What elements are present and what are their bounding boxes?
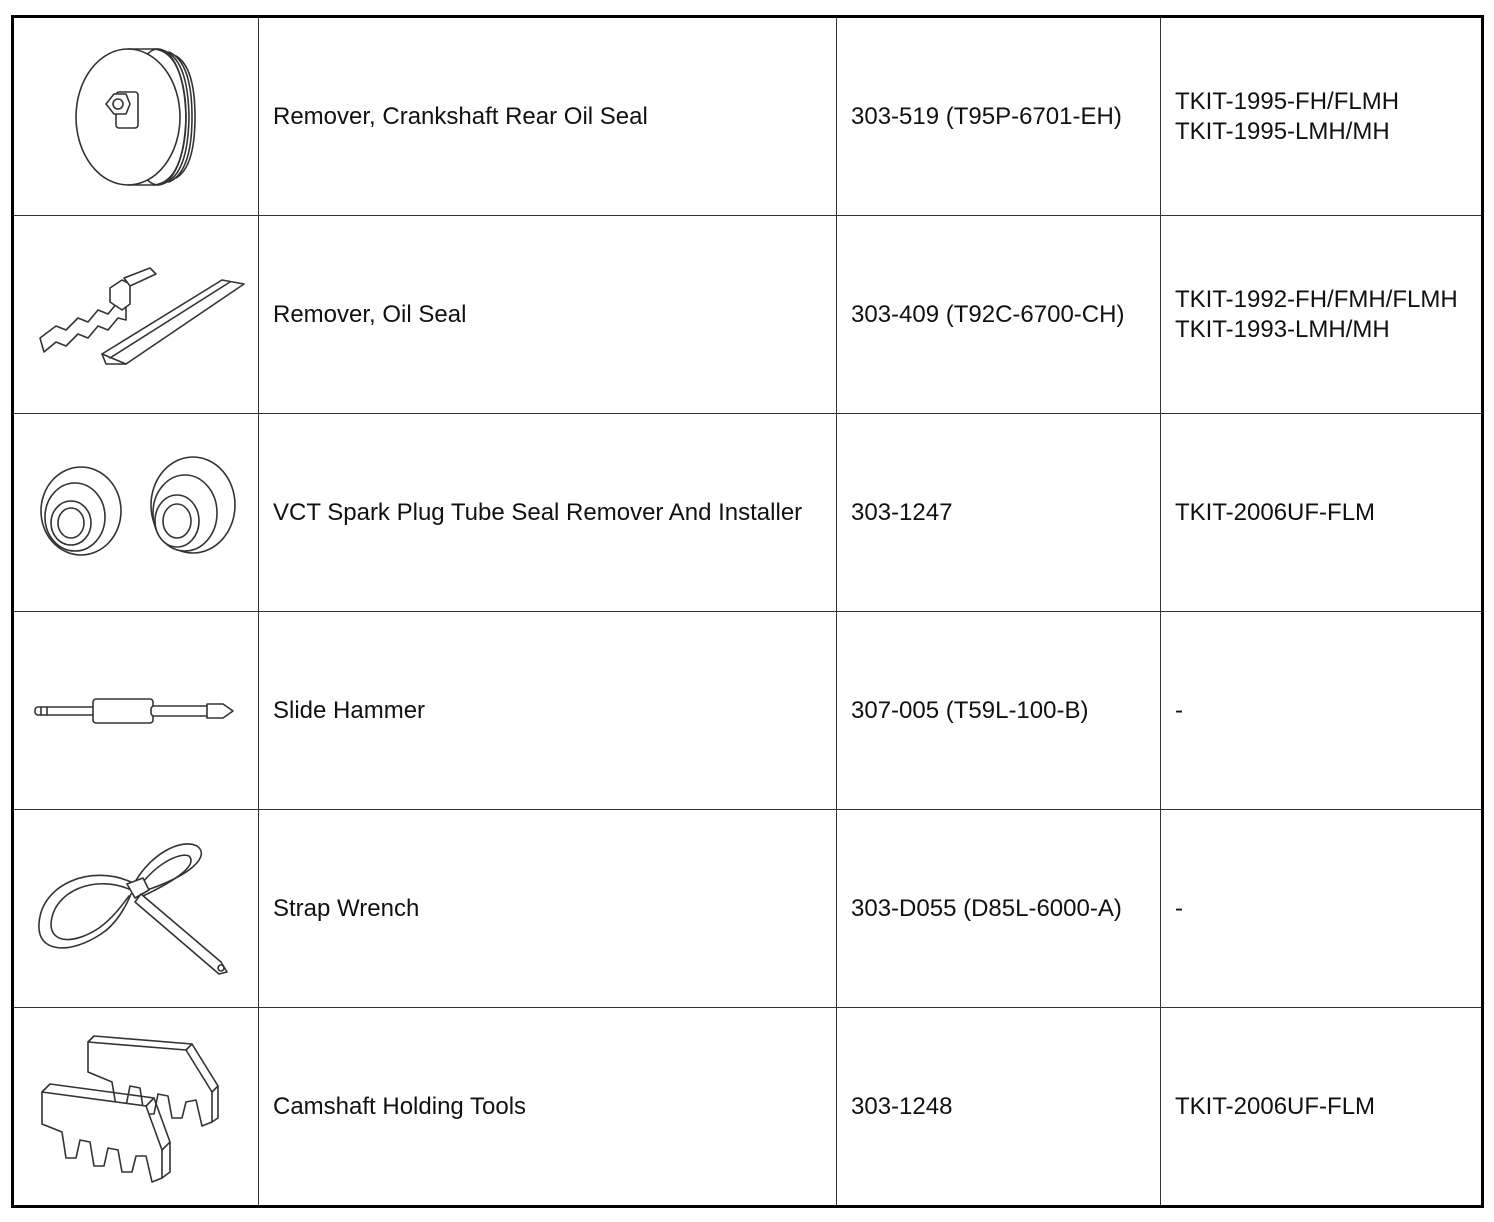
tool-number: 307-005 (T59L-100-B) [837, 612, 1161, 810]
table-row [13, 612, 1483, 810]
camshaft-holding-tools-icon [36, 1022, 236, 1192]
tool-kits [1161, 17, 1483, 216]
kit-number: TKIT-2006UF-FLM [1175, 1092, 1376, 1120]
special-tools-table [11, 15, 1484, 1208]
tool-kits [1161, 612, 1483, 810]
table-row [13, 414, 1483, 612]
table-row [13, 17, 1483, 216]
tool-description: Remover, Crankshaft Rear Oil Seal [259, 17, 837, 216]
table-row [13, 810, 1483, 1008]
kit-number: TKIT-1995-LMH/MH [1175, 117, 1390, 145]
tool-description: Strap Wrench [259, 810, 837, 1008]
tool-image-cell [13, 612, 259, 810]
tool-description: Remover, Oil Seal [259, 216, 837, 414]
table-row [13, 216, 1483, 414]
kit-number: TKIT-2006UF-FLM [1175, 498, 1376, 526]
table-row [13, 1008, 1483, 1207]
crankshaft-rear-oil-seal-remover-icon [66, 32, 206, 202]
tool-number: 303-409 (T92C-6700-CH) [837, 216, 1161, 414]
tool-description: Camshaft Holding Tools [259, 1008, 837, 1207]
strap-wrench-icon [31, 834, 241, 984]
tool-kits [1161, 216, 1483, 414]
tool-description: VCT Spark Plug Tube Seal Remover And Installer [259, 414, 837, 612]
tool-image-cell [13, 17, 259, 216]
tool-kits [1161, 1008, 1483, 1207]
oil-seal-remover-icon [26, 260, 246, 370]
tool-kits [1161, 810, 1483, 1008]
tool-image-cell [13, 1008, 259, 1207]
spark-plug-tube-seal-tool-icon [31, 453, 241, 573]
tool-number: 303-519 (T95P-6701-EH) [837, 17, 1161, 216]
tool-number: 303-1248 [837, 1008, 1161, 1207]
tool-image-cell [13, 810, 259, 1008]
tool-kits [1161, 414, 1483, 612]
kit-number: - [1175, 894, 1183, 922]
tool-description: Slide Hammer [259, 612, 837, 810]
kit-number: TKIT-1993-LMH/MH [1175, 315, 1390, 343]
kit-number: TKIT-1992-FH/FMH/FLMH [1175, 285, 1458, 313]
tool-number: 303-D055 (D85L-6000-A) [837, 810, 1161, 1008]
tool-number: 303-1247 [837, 414, 1161, 612]
tool-image-cell [13, 414, 259, 612]
slide-hammer-icon [31, 691, 241, 731]
kit-number: TKIT-1995-FH/FLMH [1175, 87, 1400, 115]
tool-image-cell [13, 216, 259, 414]
kit-number: - [1175, 696, 1183, 724]
